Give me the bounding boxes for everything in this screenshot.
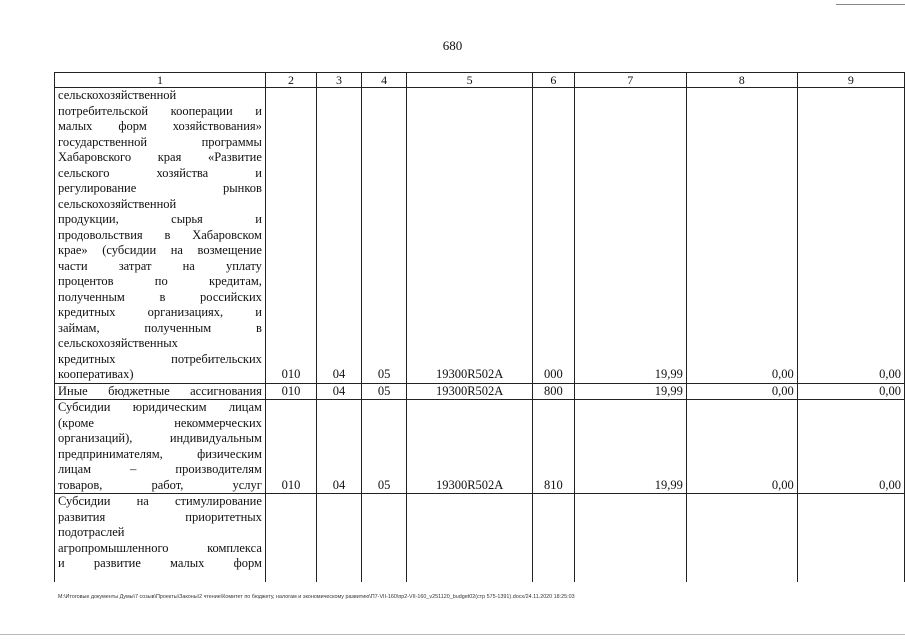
description-line: Субсидии на стимулирование (58, 494, 262, 508)
column-header: 9 (797, 73, 904, 88)
amount-2023-cell: 0,00 (797, 400, 904, 494)
description-line: лицам – производителям (58, 462, 262, 476)
column-header: 1 (55, 73, 266, 88)
amount-2021-cell: 19,99 (574, 400, 686, 494)
description-line: процентов по кредитам, (58, 274, 262, 288)
table-row (55, 400, 905, 494)
description-line: потребительской кооперации и (58, 103, 262, 118)
description-line: кредитных потребительских (58, 351, 262, 366)
amount-2022-cell: 0,00 (686, 88, 797, 384)
description-cell (55, 494, 266, 582)
column-header: 2 (265, 73, 316, 88)
description-line: кооперативах) (58, 367, 134, 381)
amount-2023-cell: 0,00 (797, 383, 904, 400)
column-header: 3 (316, 73, 361, 88)
amount-2022-cell: 0,00 (686, 383, 797, 400)
description-line: сельскохозяйственных (58, 336, 178, 350)
column-header: 5 (407, 73, 533, 88)
description-line: регулирование рынков (58, 181, 262, 195)
description-line: полученным в российских (58, 289, 262, 304)
description-line: Субсидии юридическим лицам (58, 400, 262, 414)
amount-2021-cell: 19,99 (574, 383, 686, 400)
section-cell: 04 (316, 383, 361, 400)
target-article-cell: 19300R502A (407, 383, 533, 400)
description-line: товаров, работ, услуг (58, 477, 262, 492)
expense-type-cell (533, 494, 574, 582)
description-line: и развитие малых форм (58, 556, 262, 570)
description-cell (55, 383, 266, 400)
code-cell: 010 (265, 400, 316, 494)
description-line: агропромышленного комплекса (58, 540, 262, 555)
column-header: 8 (686, 73, 797, 88)
amount-2023-cell: 0,00 (797, 88, 904, 384)
table-row (55, 383, 905, 400)
description-line: (кроме некоммерческих (58, 415, 262, 430)
description-line: продовольствия в Хабаровском (58, 227, 262, 242)
code-cell: 010 (265, 88, 316, 384)
column-header: 6 (533, 73, 574, 88)
description-line: части затрат на уплату (58, 258, 262, 273)
subsection-cell: 05 (362, 400, 407, 494)
subsection-cell: 05 (362, 88, 407, 384)
description-line: подотраслей (58, 525, 125, 539)
description-line: кредитных организациях, и (58, 305, 262, 319)
subsection-cell (362, 494, 407, 582)
column-header: 4 (362, 73, 407, 88)
bottom-edge-line (0, 634, 905, 635)
section-cell (316, 494, 361, 582)
target-article-cell: 19300R502A (407, 88, 533, 384)
code-cell (265, 494, 316, 582)
description-line: продукции, сырья и (58, 212, 262, 226)
description-cell (55, 88, 266, 384)
top-edge-line (836, 4, 905, 5)
section-cell: 04 (316, 88, 361, 384)
description-line: сельского хозяйства и (58, 165, 262, 180)
description-line: развития приоритетных (58, 509, 262, 524)
target-article-cell (407, 494, 533, 582)
page-number: 680 (442, 38, 463, 53)
description-line: сельскохозяйственной (58, 196, 177, 211)
description-line: организаций), индивидуальным (58, 431, 262, 445)
section-cell: 04 (316, 400, 361, 494)
table-row (55, 494, 905, 582)
expense-type-cell: 810 (533, 400, 574, 494)
amount-2023-cell (797, 494, 904, 582)
table-row (55, 88, 905, 384)
description-line: Иные бюджетные ассигнования (58, 383, 262, 398)
code-cell: 010 (265, 383, 316, 400)
subsection-cell: 05 (362, 383, 407, 400)
table-header-row (55, 73, 905, 88)
budget-table (54, 72, 905, 582)
target-article-cell: 19300R502A (407, 400, 533, 494)
description-line: сельскохозяйственной (58, 88, 177, 102)
amount-2022-cell: 0,00 (686, 400, 797, 494)
footer-file-path: M:\Итоговые документы Думы\7 созыв\Проекты\Законы\2 чтение\Комитет по бюджету, налогам и экономическому развитию\П7-VII-160\пр2-VII-160_v251120_budget02(стр 575-1391).docx/24.11.2020 18:25:03 (58, 594, 575, 600)
description-line: Хабаровского края «Развитие (58, 150, 262, 164)
description-cell (55, 400, 266, 494)
column-header: 7 (574, 73, 686, 88)
description-line: займам, полученным в (58, 320, 262, 335)
amount-2022-cell (686, 494, 797, 582)
description-line: предпринимателям, физическим (58, 446, 262, 461)
description-line: малых форм хозяйствования» (58, 119, 262, 133)
description-line: крае» (субсидии на возмещение (58, 243, 262, 257)
expense-type-cell: 000 (533, 88, 574, 384)
description-line: государственной программы (58, 134, 262, 149)
amount-2021-cell (574, 494, 686, 582)
expense-type-cell: 800 (533, 383, 574, 400)
amount-2021-cell: 19,99 (574, 88, 686, 384)
